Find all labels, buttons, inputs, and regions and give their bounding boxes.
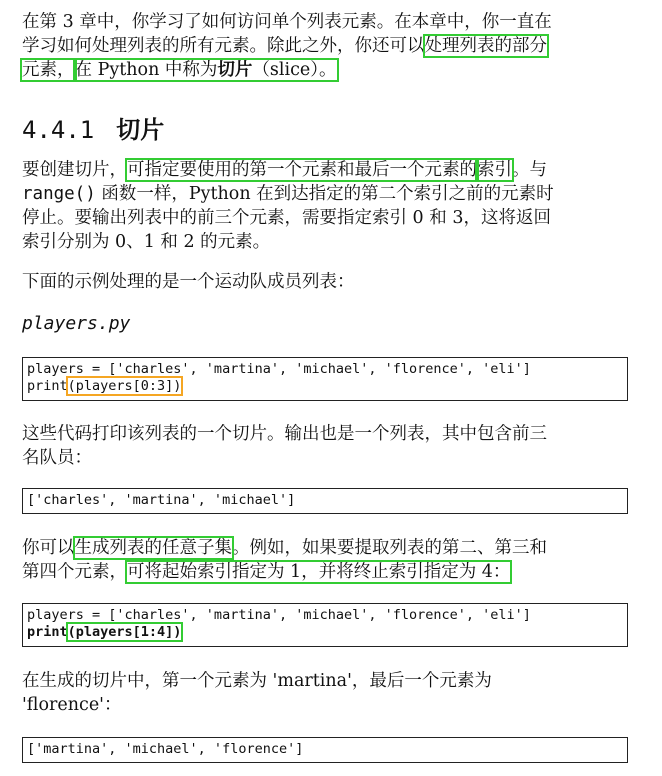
highlight-partial-elements: 处理列表的部分 [424,36,547,56]
range-function: range() [22,184,96,204]
code-block-2: players = ['charles', 'martina', 'michael', 'florence', 'eli'] print(players[1:4]) [22,603,628,647]
section-heading [22,110,164,145]
intro-paragraph [22,10,634,82]
highlight-slice-0-3: (players[0:3]) [67,378,182,394]
slice-term: 切片 [217,60,253,80]
section-number: 4.4.1 [22,116,95,144]
highlight-start-end-index: 可将起始索引指定为 1，并将终止索引指定为 4： [127,562,511,582]
highlight-any-subset: 生成列表的任意子集 [74,538,232,558]
example-intro: 下面的示例处理的是一个运动队成员列表： [22,272,355,292]
filename: players.py [22,313,131,334]
highlight-index: 索引 [477,160,512,180]
code-block-1: players = ['charles', 'martina', 'michael', 'florence', 'eli'] print(players[0:3]) [22,357,628,401]
output-explanation: 这些代码打印该列表的一个切片。输出也是一个列表，其中包含前三 名队员： [22,424,547,468]
highlight-slice-term: 在 Python 中称为切片（slice）。 [74,60,337,80]
output-block-2: ['martina', 'michael', 'florence'] [22,737,628,763]
intro-line-1: 在第 3 章中，你学习了如何访问单个列表元素。在本章中，你一直在 [22,12,552,32]
result-paragraph: 在生成的切片中，第一个元素为 'martina'，最后一个元素为 'florence'： [22,671,492,715]
intro-line-2a: 学习如何处理列表的所有元素。除此之外，你还可以 [22,36,425,56]
highlight-slice-1-4: (players[1:4]) [67,624,182,640]
code-line-1: players = ['charles', 'martina', 'michael', 'florence', 'eli'] [27,361,531,377]
highlight-elements: 元素， [22,60,75,80]
code-line-1: players = ['charles', 'martina', 'michael', 'florence', 'eli'] [27,607,531,623]
output-block-1: ['charles', 'martina', 'michael'] [22,488,628,514]
highlight-first-last-index: 可指定要使用的第一个元素和最后一个元素的 [127,160,477,180]
section-title: 切片 [116,115,165,144]
slice-explanation-paragraph: 要创建切片，可指定要使用的第一个元素和最后一个元素的索引。与 range() 函数一样，Python 在到达指定的第二个索引之前的元素时 停止。要输出列表中的前三个元素，需要指定索引 0 和 3，这将返回 索引分别为 0、1 和 2 的元素。 [22,160,554,252]
subset-paragraph: 你可以生成列表的任意子集。例如，如果要提取列表的第二、第三和 第四个元素，可将起始索引指定为 1，并将终止索引指定为 4： [22,538,547,582]
